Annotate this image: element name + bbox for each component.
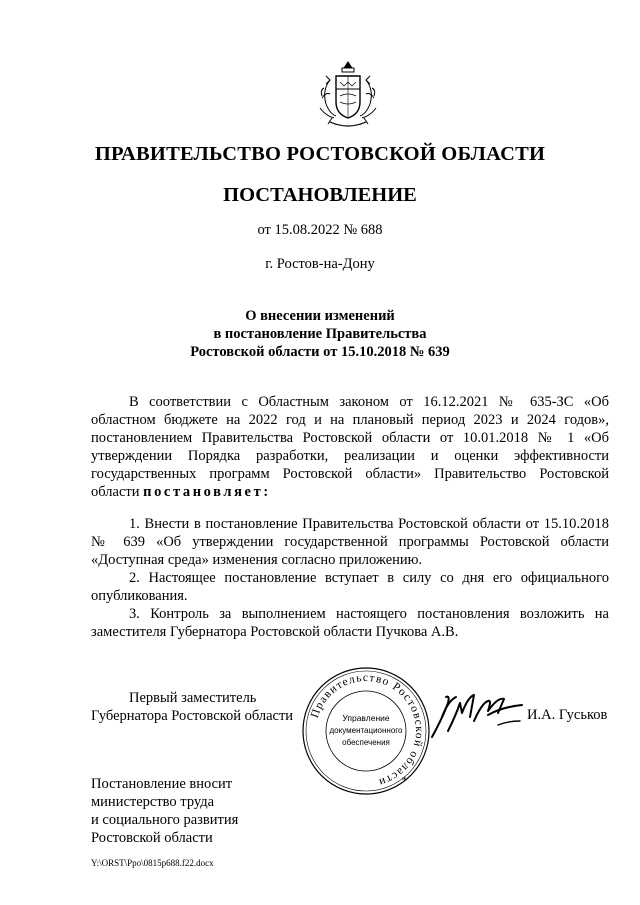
stamp-star-icon: *	[402, 776, 407, 786]
preamble-text: В соответствии с Областным законом от 16.12.2021 № 635-ЗС «Об областном бюджете на 2022 год и на плановый период 2023 и 2024 годов», постановлением Правительства Ростовской области от 10.01.2018 № 1 «Об утверждении Порядка разработки, реализации и оценки эффективности государственных программ Ростовской области» Правительство Ростовской области	[91, 394, 609, 500]
submitted-by-line-3: и социального развития	[91, 812, 239, 828]
official-stamp	[300, 665, 432, 797]
signatory-name: И.А. Гуськов	[527, 707, 608, 723]
coat-of-arms-emblem	[312, 58, 384, 130]
decree-item-2: 2. Настоящее постановление вступает в силу со дня его официального опубликования.	[91, 570, 609, 604]
subject-line-2: в постановление Правительства	[213, 326, 427, 342]
decree-item-1: 1. Внести в постановление Правительства Ростовской области от 15.10.2018 № 639 «Об утверждении государственной программы Ростовской области «Доступная среда» изменения согласно приложению.	[91, 516, 609, 568]
subject-line-1: О внесении изменений	[245, 308, 395, 324]
decree-subject	[0, 307, 640, 361]
submitted-by-line-1: Постановление вносит	[91, 776, 233, 792]
stamp-ring-text: Правительство Ростовской области	[308, 671, 426, 789]
submitted-by-block	[91, 775, 238, 847]
file-path-footer: Y:\ORST\Ppo\0815p688.f22.docx	[91, 858, 214, 868]
submitted-by-line-2: министерство труда	[91, 794, 215, 810]
handwritten-signature	[428, 687, 526, 743]
preamble-paragraph	[91, 393, 609, 501]
document-type-title: ПОСТАНОВЛЕНИЕ	[223, 184, 417, 206]
submitted-by-line-4: Ростовской области	[91, 830, 213, 846]
signatory-title-line-1: Первый заместитель	[129, 690, 257, 706]
decree-item-3: 3. Контроль за выполнением настоящего постановления возложить на заместителя Губернатора Ростовской области Пучкова А.В.	[91, 606, 609, 640]
signatory-title-line-2: Губернатора Ростовской области	[91, 708, 294, 724]
government-title: ПРАВИТЕЛЬСТВО РОСТОВСКОЙ ОБЛАСТИ	[94, 143, 546, 165]
subject-line-3: Ростовской области от 15.10.2018 № 639	[190, 344, 450, 360]
signatory-title	[91, 689, 293, 725]
decree-date-number: от 15.08.2022 № 688	[257, 222, 383, 238]
stamp-inner-line-2: документационного	[329, 726, 403, 735]
stamp-inner-line-1: Управление	[342, 713, 390, 723]
decree-city: г. Ростов-на-Дону	[265, 256, 375, 272]
resolves-word: постановляет:	[143, 484, 271, 500]
stamp-inner-line-3: обеспечения	[342, 738, 390, 747]
